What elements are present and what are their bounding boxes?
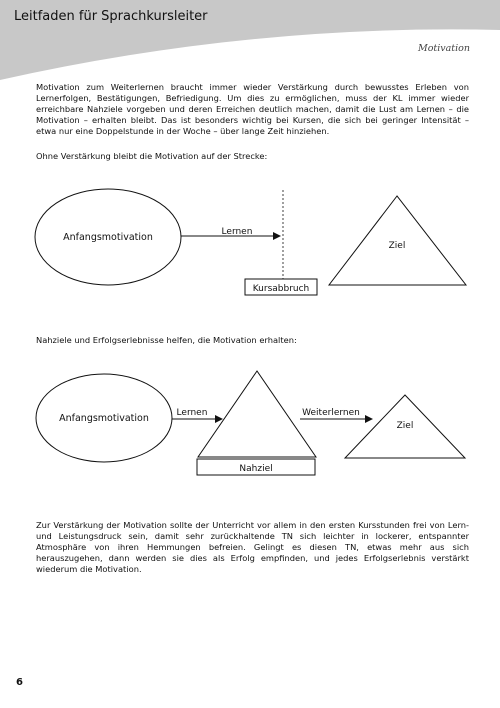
continue-learning-arrow-label: Weiterlernen bbox=[302, 408, 360, 418]
learning-arrow-label: Lernen bbox=[176, 408, 208, 418]
page-number: 6 bbox=[16, 677, 23, 688]
goal-label: Ziel bbox=[396, 421, 414, 431]
diagram1-caption: Ohne Verstärkung bleibt die Motivation auf der Strecke: bbox=[36, 151, 268, 161]
interim-goal-label: Nahziel bbox=[239, 464, 273, 474]
diagram-with-interim-goals bbox=[0, 366, 500, 486]
diagram2-caption: Nahziele und Erfolgserlebnisse helfen, die Motivation erhalten: bbox=[36, 335, 297, 345]
start-label: Anfangsmotivation bbox=[59, 413, 149, 424]
header-title: Leitfaden für Sprachkursleiter bbox=[14, 9, 208, 24]
start-label: Anfangsmotivation bbox=[63, 232, 153, 243]
closing-paragraph: Zur Verstärkung der Motivation sollte der Unterricht vor allem in den ersten Kursstunden frei von Lern- und Leistungsdruck sein, damit sehr zurückhaltende TN sich leichter in lockerer, entspannter Atmosphäre von ihren Hemmungen befreien. Gelingt es diesen TN, etwas mehr aus sich herauszugehen, dann werden sie dies als Erfolg empfinden, und jedes Erfolgserlebnis verstärkt wiederum die Motivation. bbox=[36, 520, 469, 574]
diagram-without-reinforcement bbox=[0, 180, 500, 305]
goal-label: Ziel bbox=[388, 241, 406, 251]
interim-goal-triangle bbox=[198, 371, 316, 457]
intro-paragraph: Motivation zum Weiterlernen braucht immer wieder Verstärkung durch bewusstes Erleben von Lernerfolgen, Bestätigungen, Befriedigung. Um dies zu ermöglichen, muss der KL immer wieder erreichbare Nahziele vorgeben und deren Erreichen deutlich machen, damit die Lust am Lernen – die Motivation – erhalten bleibt. Das ist besonders wichtig bei Kursen, die sich bei geringer Intensität – etwa nur eine Doppelstunde in der Woche – über lange Zeit hinziehen. bbox=[36, 82, 469, 136]
learning-arrow-label: Lernen bbox=[221, 227, 253, 237]
dropout-label: Kursabbruch bbox=[252, 284, 310, 294]
section-label: Motivation bbox=[417, 43, 470, 54]
